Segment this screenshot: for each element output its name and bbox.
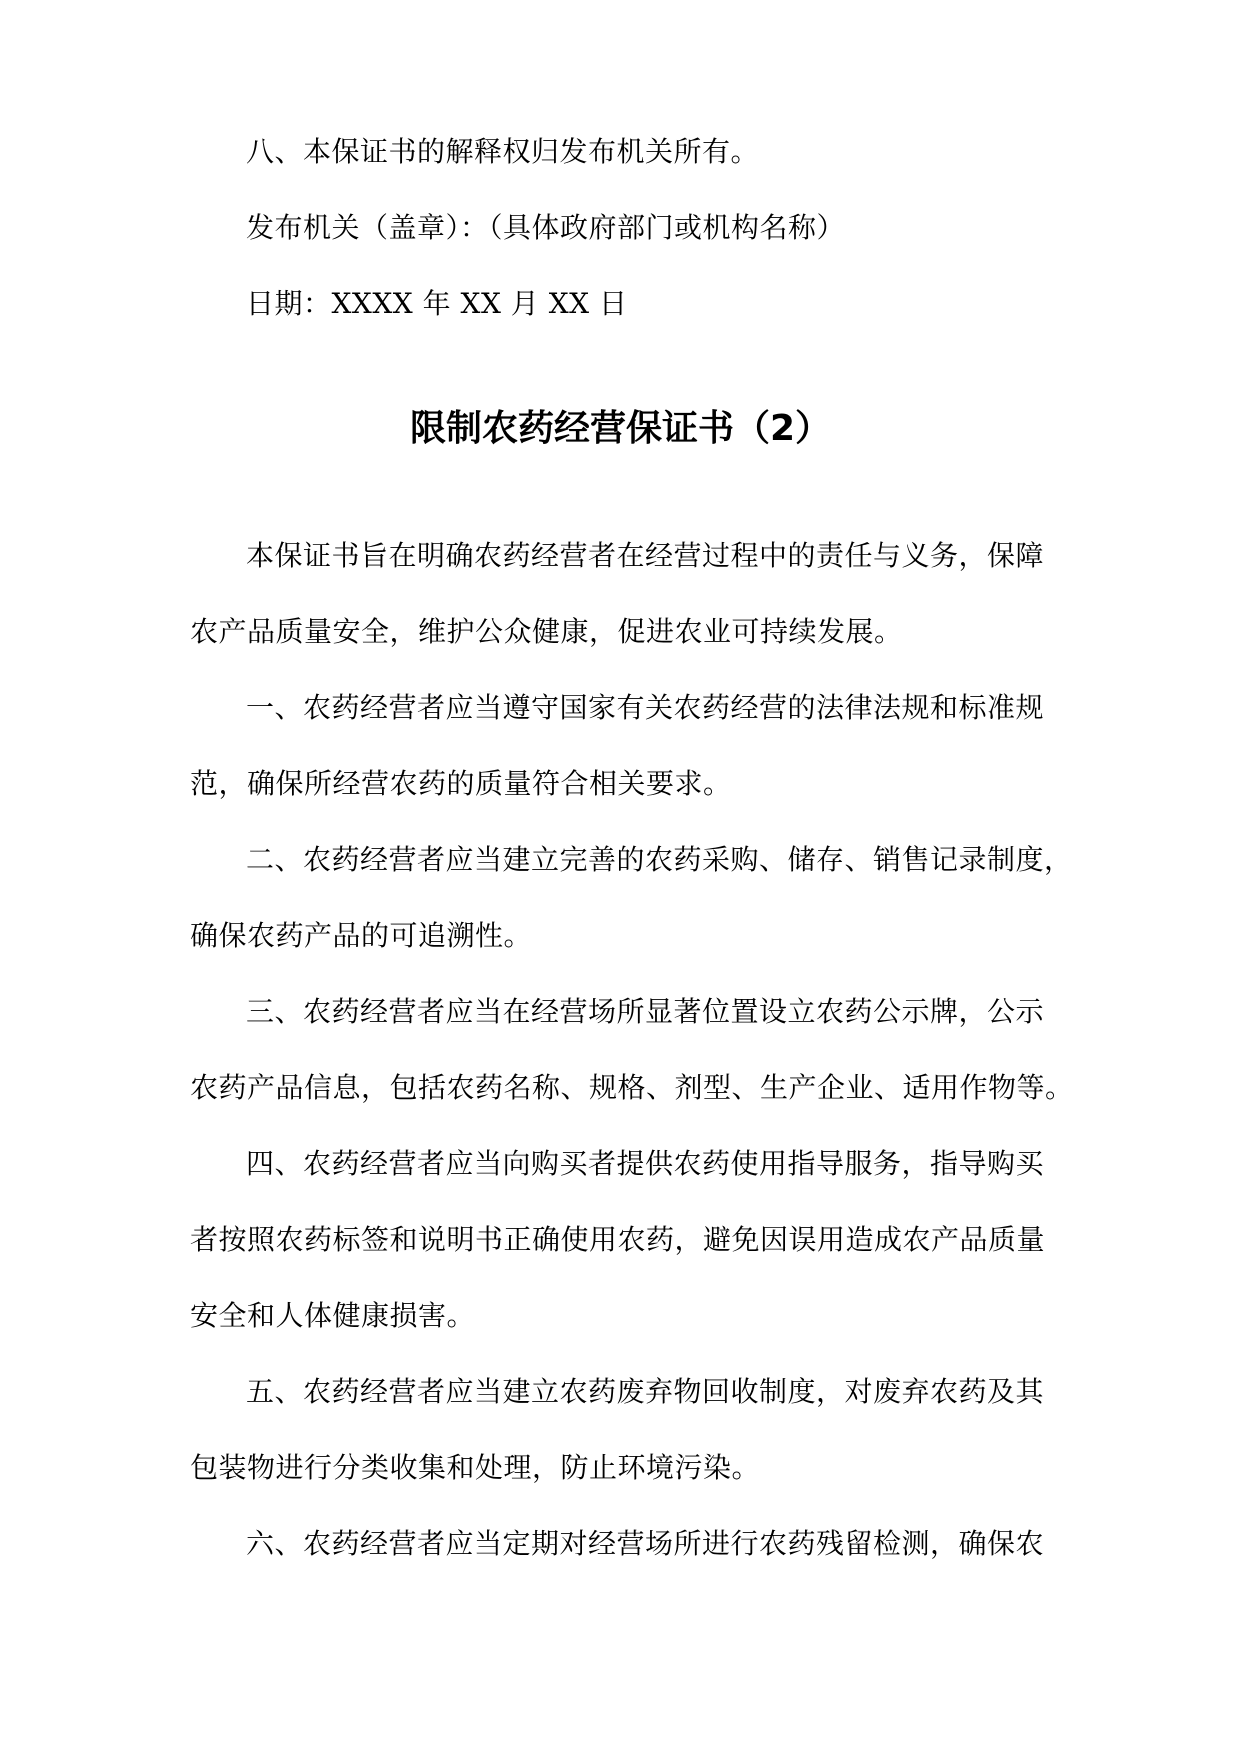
clause-8: 八、本保证书的解释权归发布机关所有。 [246,135,760,168]
clause-1 [190,688,1058,840]
issuer-line: 发布机关（盖章）：（具体政府部门或机构名称） [246,211,846,244]
clause-6 [190,1524,1058,1600]
clause-line: 安全和人体健康损害。 [190,1299,476,1332]
clause-line: 一、农药经营者应当遵守国家有关农药经营的法律法规和标准规 [246,691,1045,724]
intro-line: 农产品质量安全，维护公众健康，促进农业可持续发展。 [190,615,903,648]
clause-line: 确保农药产品的可追溯性。 [190,919,533,952]
intro-line: 本保证书旨在明确农药经营者在经营过程中的责任与义务，保障 [246,539,1045,572]
date-line: 日期：XXXX 年 XX 月 XX 日 [246,287,628,320]
clause-line: 包装物进行分类收集和处理，防止环境污染。 [190,1451,761,1484]
clause-line: 二、农药经营者应当建立完善的农药采购、储存、销售记录制度， [246,843,1073,876]
clause-5 [190,1372,1058,1524]
clause-line: 范，确保所经营农药的质量符合相关要求。 [190,767,732,800]
clause-line: 五、农药经营者应当建立农药废弃物回收制度，对废弃农药及其 [246,1375,1045,1408]
clause-line: 六、农药经营者应当定期对经营场所进行农药残留检测，确保农 [246,1527,1045,1560]
clause-line: 农药产品信息，包括农药名称、规格、剂型、生产企业、适用作物等。 [190,1071,1074,1104]
clause-line: 者按照农药标签和说明书正确使用农药，避免因误用造成农产品质量 [190,1223,1046,1256]
intro-paragraph [190,536,1058,688]
clause-2 [190,840,1073,992]
clause-4 [190,1144,1058,1372]
clause-line: 三、农药经营者应当在经营场所显著位置设立农药公示牌，公示 [246,995,1045,1028]
clause-3 [190,992,1074,1144]
clause-line: 四、农药经营者应当向购买者提供农药使用指导服务，指导购买 [246,1147,1045,1180]
document-title: 限制农药经营保证书（2） [409,408,832,449]
